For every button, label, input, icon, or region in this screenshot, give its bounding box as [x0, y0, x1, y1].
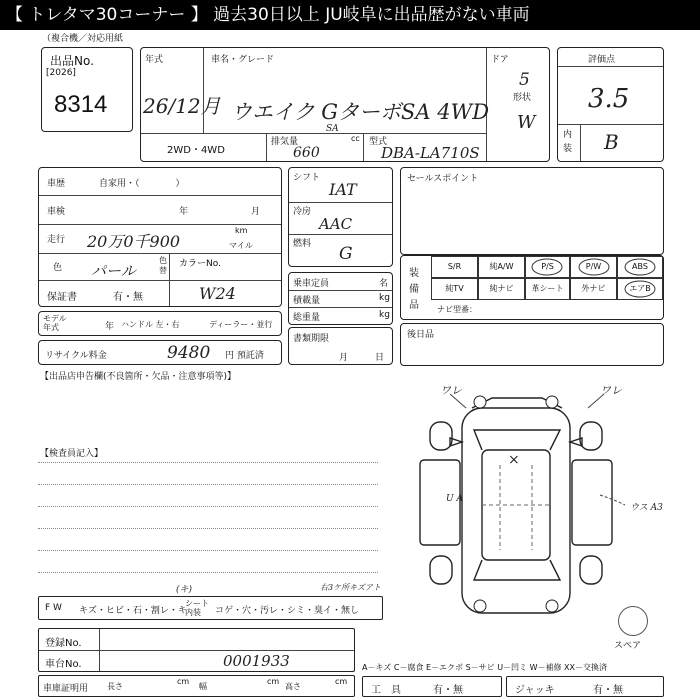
displacement-value: 660 — [293, 145, 320, 161]
equip-pw: P/W — [570, 256, 617, 278]
year-value: 26/12月 — [143, 94, 221, 118]
handle-value: ハンドル 左・右 — [121, 320, 180, 329]
cc-label: cc — [351, 134, 360, 143]
lot-number: 8314 — [54, 91, 108, 118]
store-notes-heading: 【出品店申告欄(不良箇所・欠品・注意事項等)】 — [40, 372, 237, 382]
warranty-label: 保証書 — [47, 292, 77, 303]
history-label: 車歴 — [47, 179, 66, 189]
notes-box — [400, 323, 664, 366]
crack-right: ワレ — [600, 384, 622, 397]
car-sub: SA — [326, 124, 339, 134]
rear-window-outline — [474, 560, 560, 580]
model-year-label: モデル年式 — [43, 314, 67, 332]
shape-value: W — [517, 112, 536, 133]
equipment-circles — [525, 256, 665, 300]
car-outline — [420, 398, 612, 613]
register-label: 登録No. — [45, 638, 82, 649]
capacity-unit-0: 名 — [379, 279, 389, 289]
cert-cm-1: cm — [177, 677, 190, 686]
lot-stamp: [2026] — [46, 68, 76, 78]
register-box — [38, 628, 355, 672]
model-year-box — [38, 311, 282, 336]
navi-model: ナビ型番： — [437, 305, 477, 314]
right-doors — [572, 460, 612, 545]
model-value: DBA-LA710S — [381, 144, 480, 162]
equip-sr: S/R — [431, 256, 478, 278]
capacity-label-0: 乗車定員 — [293, 279, 330, 289]
model-year-unit: 年 — [105, 322, 115, 332]
doors-label: ドア — [491, 55, 509, 65]
cert-label: 車庫証明用 — [43, 684, 89, 694]
lot-label: 出品No. — [50, 54, 94, 68]
car-name: ウエイク GターボSA 4WD — [231, 100, 490, 124]
cert-box — [38, 675, 355, 697]
docs-month: 月 — [339, 353, 349, 363]
score-box — [557, 47, 664, 162]
jack-box — [506, 676, 664, 697]
chassis-label: 車台No. — [45, 659, 82, 670]
spare-tire-icon — [618, 606, 648, 636]
equip-airbag: エアB — [617, 278, 663, 300]
drive-type: 2WD・4WD — [167, 145, 225, 156]
dealer-value: ディーラー・並行 — [209, 320, 273, 329]
equip-ps: P/S — [525, 256, 570, 278]
color-code: W24 — [199, 284, 236, 303]
equipment-label: 装備品 — [409, 268, 419, 311]
details-box — [38, 167, 282, 307]
recycle-value: 9480 — [167, 343, 211, 363]
shaken-month: 月 — [251, 207, 261, 217]
year-label: 年式 — [145, 55, 164, 65]
docs-label: 書類期限 — [293, 334, 330, 344]
circle-pw — [579, 259, 609, 275]
sales-point-box — [400, 167, 664, 255]
sheet-heading: （複合機／対応用紙 — [42, 34, 124, 44]
tools-value: 有・無 — [433, 685, 463, 696]
interior-value: B — [604, 130, 619, 154]
rear-left-tire — [430, 556, 452, 584]
score-value: 3.5 — [588, 84, 630, 114]
spare-label: スペア — [614, 641, 642, 651]
cert-cm-2: cm — [267, 677, 280, 686]
fw-note: (キ) — [176, 585, 193, 595]
docs-day: 日 — [375, 353, 385, 363]
displacement-label: 排気量 — [271, 137, 299, 147]
capacity-unit-2: kg — [379, 310, 390, 320]
mileage-label: 走行 — [47, 235, 66, 245]
fw-box — [38, 596, 383, 620]
model-label: 型式 — [369, 137, 388, 147]
mileage-mile: マイル — [229, 241, 253, 250]
capacity-box — [288, 272, 393, 325]
mileage-value: 20万0千900 — [87, 232, 181, 251]
damage-legend: A－キズ C－腐食 E－エクボ S－サビ U－凹ミ W－補修 XX－交換済 — [362, 663, 608, 672]
windshield-outline — [474, 430, 560, 450]
color-label: 色 — [53, 263, 63, 273]
equip-leather: 革シート — [525, 278, 570, 300]
shift-box — [288, 167, 393, 267]
equip-ext-navi: 外ナビ — [570, 278, 617, 300]
tools-label: 工 具 — [371, 685, 401, 696]
circle-abs — [625, 259, 655, 275]
car-info-box — [140, 47, 550, 162]
shape-label: 形状 — [513, 93, 532, 103]
u-mark: U A — [446, 494, 463, 504]
equip-navi: 純ナビ — [478, 278, 525, 300]
fuel-label: 燃料 — [293, 239, 312, 249]
crack-left: ワレ — [440, 384, 462, 397]
color-change: 色替 — [159, 256, 167, 275]
front-left-tire — [430, 422, 452, 450]
interior-label: 内装 — [563, 130, 573, 154]
equip-alloy: 純A/W — [478, 256, 525, 278]
circle-ps — [532, 259, 562, 275]
aircon-label: 冷房 — [293, 207, 312, 217]
shaken-label: 車検 — [47, 207, 66, 217]
docs-box — [288, 327, 393, 365]
equip-abs: ABS — [617, 256, 663, 278]
seat-label: シート内装 — [185, 599, 209, 617]
fw-items: キズ・ヒビ・石・割レ・キ — [79, 606, 187, 616]
capacity-unit-1: kg — [379, 293, 390, 303]
circle-airbag — [625, 281, 655, 297]
tools-box — [362, 676, 502, 697]
inspector-heading: 【検査員記入】 — [40, 449, 104, 459]
score-label: 評価点 — [588, 55, 616, 65]
rear-right-tire — [580, 556, 602, 584]
warranty-value: 有・無 — [113, 292, 143, 303]
cert-width: 幅 — [199, 682, 207, 691]
capacity-label-2: 総重量 — [293, 313, 321, 323]
equipment-box — [400, 255, 664, 320]
history-value: 自家用・（ ） — [99, 179, 185, 189]
cert-length: 長さ — [107, 682, 123, 691]
jack-label: ジャッキ — [515, 685, 555, 696]
color-code-label: カラーNo. — [179, 259, 221, 269]
lot-box — [41, 47, 133, 132]
sales-point-label: セールスポイント — [407, 174, 479, 184]
recycle-box — [38, 340, 282, 365]
scratch-mark: × — [508, 452, 520, 468]
recycle-unit: 円 預託済 — [225, 351, 264, 361]
mileage-km: km — [235, 226, 248, 235]
shaken-year: 年 — [179, 207, 189, 217]
fw-label: F W — [45, 603, 62, 613]
aircon-value: AAC — [319, 215, 353, 233]
fuel-value: G — [339, 244, 353, 264]
doors-value: 5 — [519, 70, 530, 90]
cert-cm-3: cm — [335, 677, 348, 686]
shift-value: IAT — [329, 180, 357, 199]
recycle-label: リサイクル料金 — [45, 351, 107, 361]
cert-height: 高さ — [285, 682, 301, 691]
header-banner: 【 トレタマ30コーナー 】 過去30日以上 JU岐阜に出品歴がない車両 — [0, 0, 700, 30]
seat-note: 右3ケ所キズアト — [320, 583, 381, 592]
notes-label: 後日品 — [407, 330, 435, 340]
equip-tv: 純TV — [431, 278, 478, 300]
seat-items: コゲ・穴・汚レ・シミ・臭イ・無し — [215, 606, 360, 616]
name-label: 車名・グレード — [211, 55, 275, 65]
shift-label: シフト — [293, 173, 321, 183]
chassis-value: 0001933 — [223, 652, 290, 670]
jack-value: 有・無 — [593, 685, 623, 696]
side-mark: ウス A3 — [630, 503, 663, 513]
capacity-label-1: 積載量 — [293, 296, 321, 306]
color-value: パール — [91, 262, 136, 280]
front-right-tire — [580, 422, 602, 450]
car-dashes — [482, 465, 550, 550]
